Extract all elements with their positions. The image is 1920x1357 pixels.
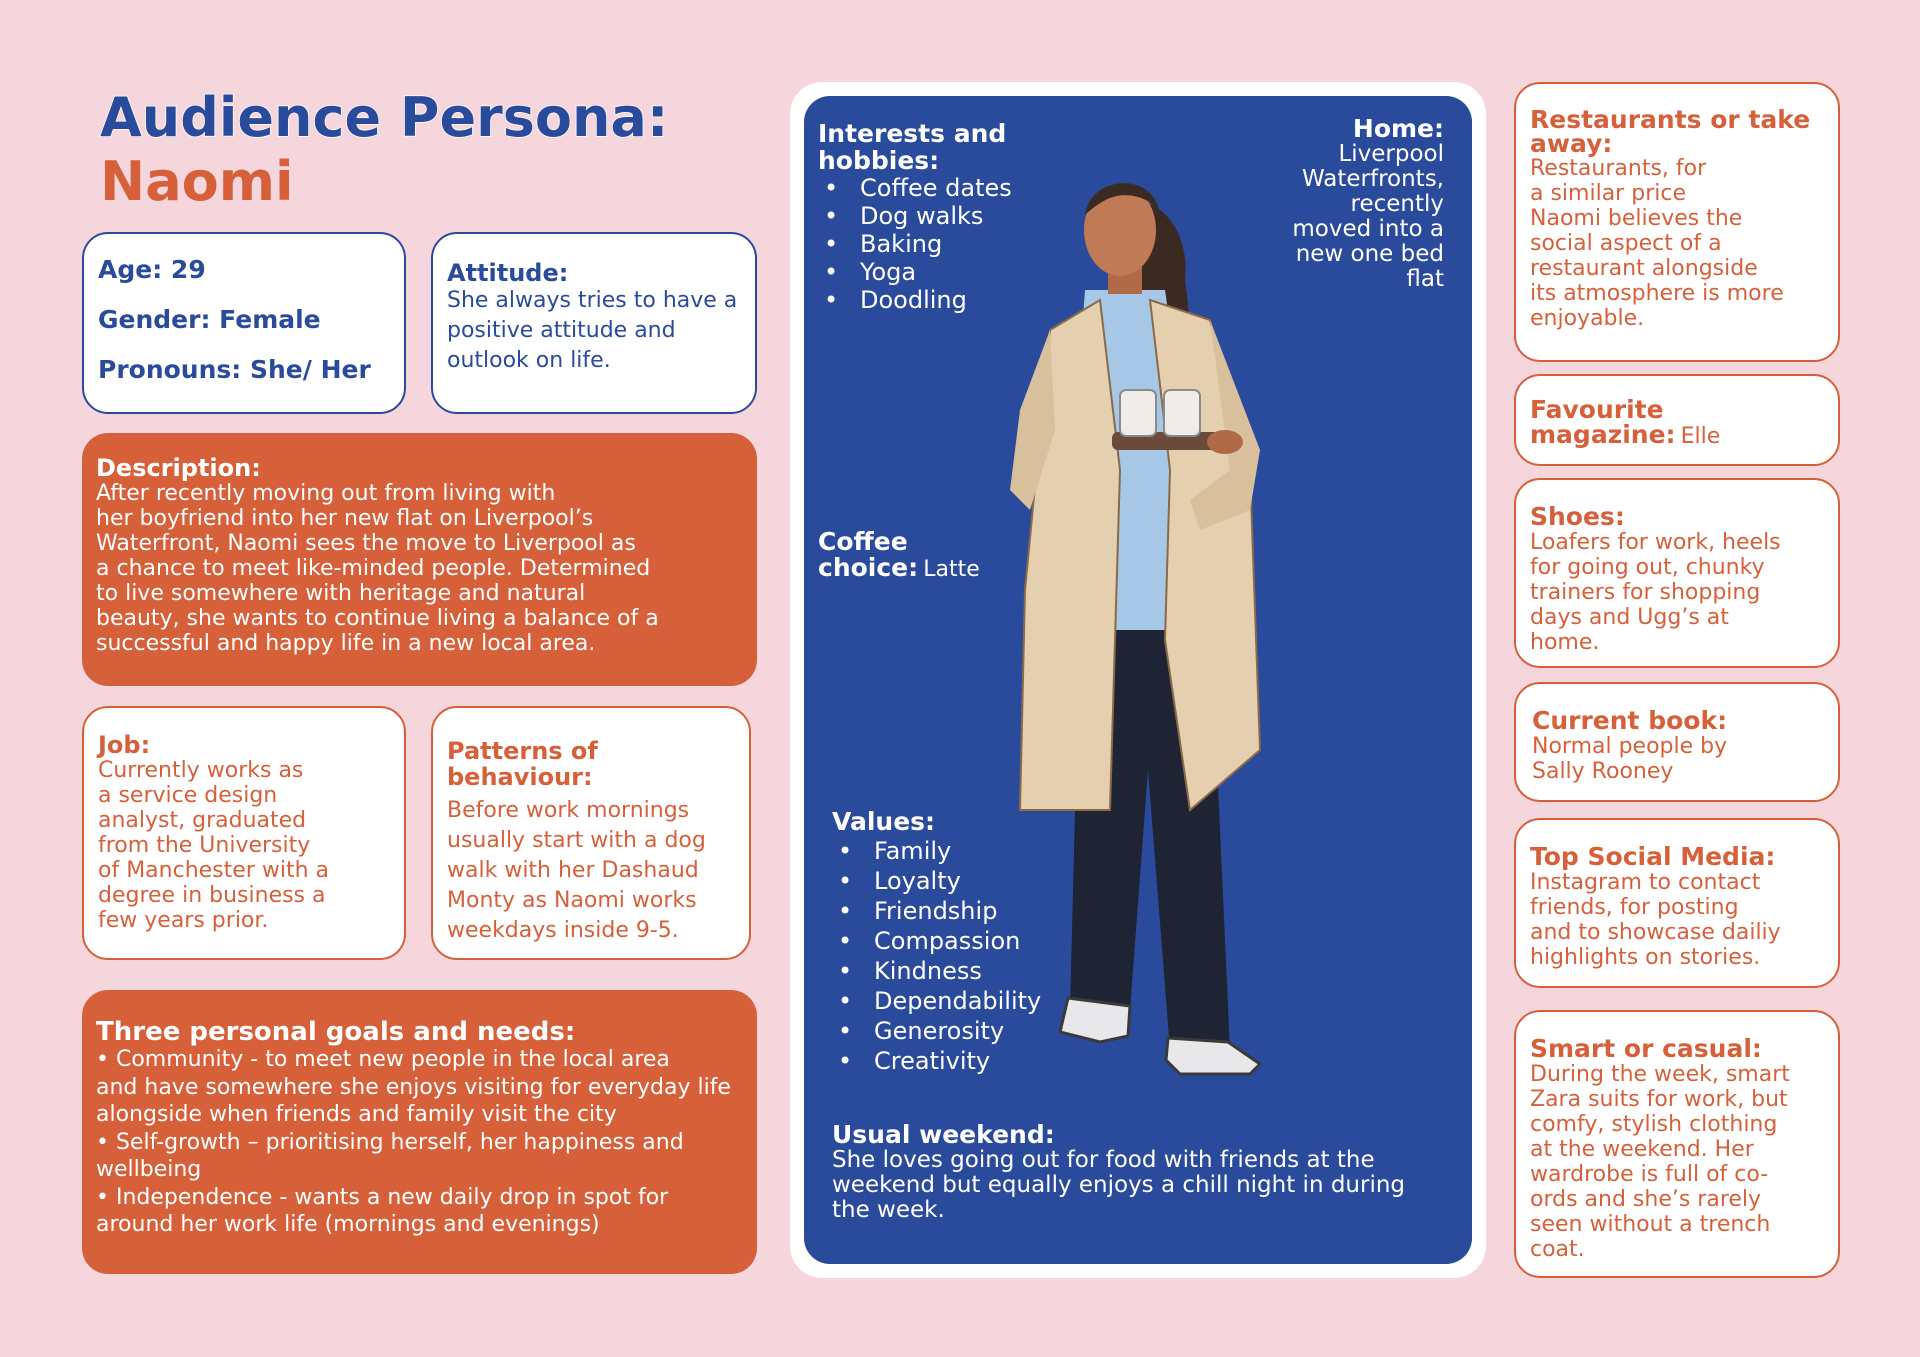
- patterns-card: [431, 706, 751, 960]
- restaurants-line: social aspect of a: [1530, 231, 1722, 256]
- description-line: a chance to meet like-minded people. Determined: [96, 556, 651, 581]
- basics-card: [82, 232, 406, 414]
- restaurants-line: Naomi believes the: [1530, 206, 1743, 231]
- attitude-heading: Attitude:: [447, 259, 569, 287]
- values-list: [832, 836, 1092, 1076]
- restaurants-card: [1514, 82, 1840, 362]
- magazine-value: Elle: [1680, 424, 1721, 449]
- patterns-line: usually start with a dog: [447, 828, 706, 853]
- style-heading: Smart or casual:: [1530, 1034, 1762, 1063]
- description-card: [82, 433, 757, 686]
- description-line: beauty, she wants to continue living a balance of a: [96, 606, 659, 631]
- job-line: Currently works as: [98, 758, 304, 783]
- restaurants-text: [1530, 156, 1830, 331]
- pronouns-label: Pronouns:: [98, 355, 242, 384]
- restaurants-line: enjoyable.: [1530, 306, 1645, 331]
- value-item: • Compassion: [838, 926, 1092, 956]
- interest-item: • Doodling: [824, 286, 1098, 314]
- interest-item: • Baking: [824, 230, 1098, 258]
- coffee-row: [818, 555, 1038, 584]
- value-item: • Creativity: [838, 1046, 1092, 1076]
- value-item: • Generosity: [838, 1016, 1092, 1046]
- coffee-heading-line1: Coffee: [818, 527, 908, 556]
- patterns-heading: [447, 738, 741, 790]
- patterns-heading-line: Patterns of: [447, 737, 598, 765]
- goals-card: [82, 990, 757, 1274]
- value-item: • Friendship: [838, 896, 1092, 926]
- age-label: Age:: [98, 255, 163, 284]
- book-heading: Current book:: [1532, 706, 1728, 735]
- gender-value: Female: [219, 305, 321, 334]
- restaurants-line: its atmosphere is more: [1530, 281, 1784, 306]
- weekend-line: weekend but equally enjoys a chill night in during: [832, 1172, 1406, 1198]
- social-line: highlights on stories.: [1530, 945, 1761, 970]
- style-line: Zara suits for work, but: [1530, 1087, 1788, 1112]
- style-line: comfy, stylish clothing: [1530, 1112, 1778, 1137]
- shoes-line: for going out, chunky: [1530, 555, 1765, 580]
- book-line: Normal people by: [1532, 734, 1728, 759]
- shoes-card: [1514, 478, 1840, 668]
- home-line: Liverpool: [1338, 141, 1444, 167]
- goals-line: wellbeing: [96, 1157, 202, 1182]
- goals-text: [96, 1046, 747, 1239]
- gender-row: [98, 306, 404, 334]
- magazine-heading-line1: Favourite: [1530, 395, 1664, 424]
- shoes-text: [1530, 530, 1830, 655]
- style-line: coat.: [1530, 1237, 1585, 1262]
- description-line: to live somewhere with heritage and natural: [96, 581, 586, 606]
- goals-heading: Three personal goals and needs:: [96, 1017, 576, 1047]
- description-line: After recently moving out from living with: [96, 481, 556, 506]
- restaurants-heading: [1530, 105, 1830, 158]
- patterns-line: Before work mornings: [447, 798, 690, 823]
- weekend-line: the week.: [832, 1197, 945, 1223]
- restaurants-heading-line: away:: [1530, 129, 1613, 158]
- goals-line: and have somewhere she enjoys visiting for everyday life: [96, 1074, 731, 1100]
- value-item: • Family: [838, 836, 1092, 866]
- home-section: [1240, 116, 1444, 292]
- book-line: Sally Rooney: [1532, 759, 1674, 784]
- value-item: • Dependability: [838, 986, 1092, 1016]
- job-line: few years prior.: [98, 908, 269, 933]
- patterns-line: weekdays inside 9-5.: [447, 918, 679, 943]
- patterns-line: Monty as Naomi works: [447, 888, 697, 913]
- interest-item: • Yoga: [824, 258, 1098, 286]
- magazine-row: [1530, 422, 1830, 451]
- gender-label: Gender:: [98, 305, 211, 334]
- interests-heading-line: hobbies:: [818, 146, 940, 175]
- style-card: [1514, 1010, 1840, 1278]
- job-text: [98, 758, 396, 933]
- interest-item: • Coffee dates: [824, 174, 1098, 202]
- interests-list: [818, 174, 1098, 314]
- job-card: [82, 706, 406, 960]
- restaurants-line: restaurant alongside: [1530, 256, 1758, 281]
- social-line: and to showcase dailiy: [1530, 920, 1781, 945]
- weekend-text: [832, 1148, 1452, 1223]
- style-line: ords and she’s rarely: [1530, 1187, 1762, 1212]
- value-item: • Kindness: [838, 956, 1092, 986]
- values-heading: Values:: [832, 807, 936, 836]
- magazine-card: [1514, 374, 1840, 466]
- home-line: recently: [1350, 191, 1444, 217]
- description-line: her boyfriend into her new flat on Liverpool’s: [96, 506, 594, 531]
- home-heading: Home:: [1352, 114, 1444, 143]
- value-item: • Loyalty: [838, 866, 1092, 896]
- shoes-line: home.: [1530, 630, 1600, 655]
- social-line: Instagram to contact: [1530, 870, 1761, 895]
- values-section: [832, 808, 1092, 1076]
- style-line: seen without a trench: [1530, 1212, 1771, 1237]
- restaurants-line: a similar price: [1530, 181, 1686, 206]
- shoes-line: days and Ugg’s at: [1530, 605, 1729, 630]
- description-line: successful and happy life in a new local area.: [96, 631, 596, 656]
- title-persona: Audience Persona:: [100, 86, 669, 149]
- description-line: Waterfront, Naomi sees the move to Liverpool as: [96, 531, 636, 556]
- patterns-text: [447, 796, 741, 946]
- style-line: at the weekend. Her: [1530, 1137, 1754, 1162]
- age-value: 29: [170, 255, 206, 284]
- home-line: moved into a: [1292, 216, 1444, 242]
- job-heading: Job:: [98, 731, 151, 759]
- job-line: degree in business a: [98, 883, 326, 908]
- interests-heading: [818, 120, 1098, 174]
- home-line: Waterfronts,: [1302, 166, 1444, 192]
- coffee-value: Latte: [923, 557, 980, 582]
- job-line: analyst, graduated: [98, 808, 307, 833]
- description-heading: Description:: [96, 454, 261, 482]
- shoes-line: trainers for shopping: [1530, 580, 1761, 605]
- interest-item: • Dog walks: [824, 202, 1098, 230]
- weekend-heading: Usual weekend:: [832, 1120, 1055, 1149]
- restaurants-line: Restaurants, for: [1530, 156, 1707, 181]
- social-line: friends, for posting: [1530, 895, 1739, 920]
- magazine-heading-line2: magazine:: [1530, 420, 1676, 449]
- coffee-section: [818, 528, 1038, 584]
- restaurants-heading-line: Restaurants or take: [1530, 105, 1811, 134]
- interests-heading-line: Interests and: [818, 119, 1007, 148]
- job-line: of Manchester with a: [98, 858, 329, 883]
- book-text: [1532, 734, 1830, 784]
- goals-line: • Self-growth – prioritising herself, her happiness and: [96, 1129, 684, 1155]
- interests-section: [818, 120, 1098, 314]
- weekend-section: [832, 1122, 1452, 1223]
- age-row: [98, 256, 404, 284]
- social-heading: Top Social Media:: [1530, 842, 1776, 871]
- attitude-text: She always tries to have a positive attitude and outlook on life.: [447, 288, 738, 373]
- goals-line: alongside when friends and family visit the city: [96, 1102, 617, 1127]
- coffee-heading-line2: choice:: [818, 553, 919, 582]
- pronouns-value: She/ Her: [250, 355, 371, 384]
- goals-line: • Community - to meet new people in the local area: [96, 1047, 670, 1072]
- description-text: [96, 481, 745, 656]
- social-card: [1514, 818, 1840, 988]
- pronouns-row: [98, 356, 404, 384]
- patterns-heading-line: behaviour:: [447, 763, 593, 791]
- home-text: [1240, 142, 1444, 292]
- job-line: from the University: [98, 833, 311, 858]
- weekend-line: She loves going out for food with friends at the: [832, 1147, 1375, 1173]
- style-text: [1530, 1062, 1830, 1262]
- style-line: wardrobe is full of co-: [1530, 1162, 1769, 1187]
- job-line: a service design: [98, 783, 278, 808]
- social-text: [1530, 870, 1830, 970]
- goals-line: • Independence - wants a new daily drop in spot for: [96, 1184, 669, 1210]
- home-line: flat: [1406, 266, 1444, 292]
- home-line: new one bed: [1295, 241, 1444, 267]
- patterns-line: walk with her Dashaud: [447, 858, 699, 883]
- goals-line: around her work life (mornings and evenings): [96, 1212, 600, 1237]
- title-name: Naomi: [100, 150, 294, 213]
- book-card: [1514, 682, 1840, 802]
- shoes-line: Loafers for work, heels: [1530, 530, 1781, 555]
- shoes-heading: Shoes:: [1530, 502, 1625, 531]
- attitude-card: [431, 232, 757, 414]
- style-line: During the week, smart: [1530, 1062, 1790, 1087]
